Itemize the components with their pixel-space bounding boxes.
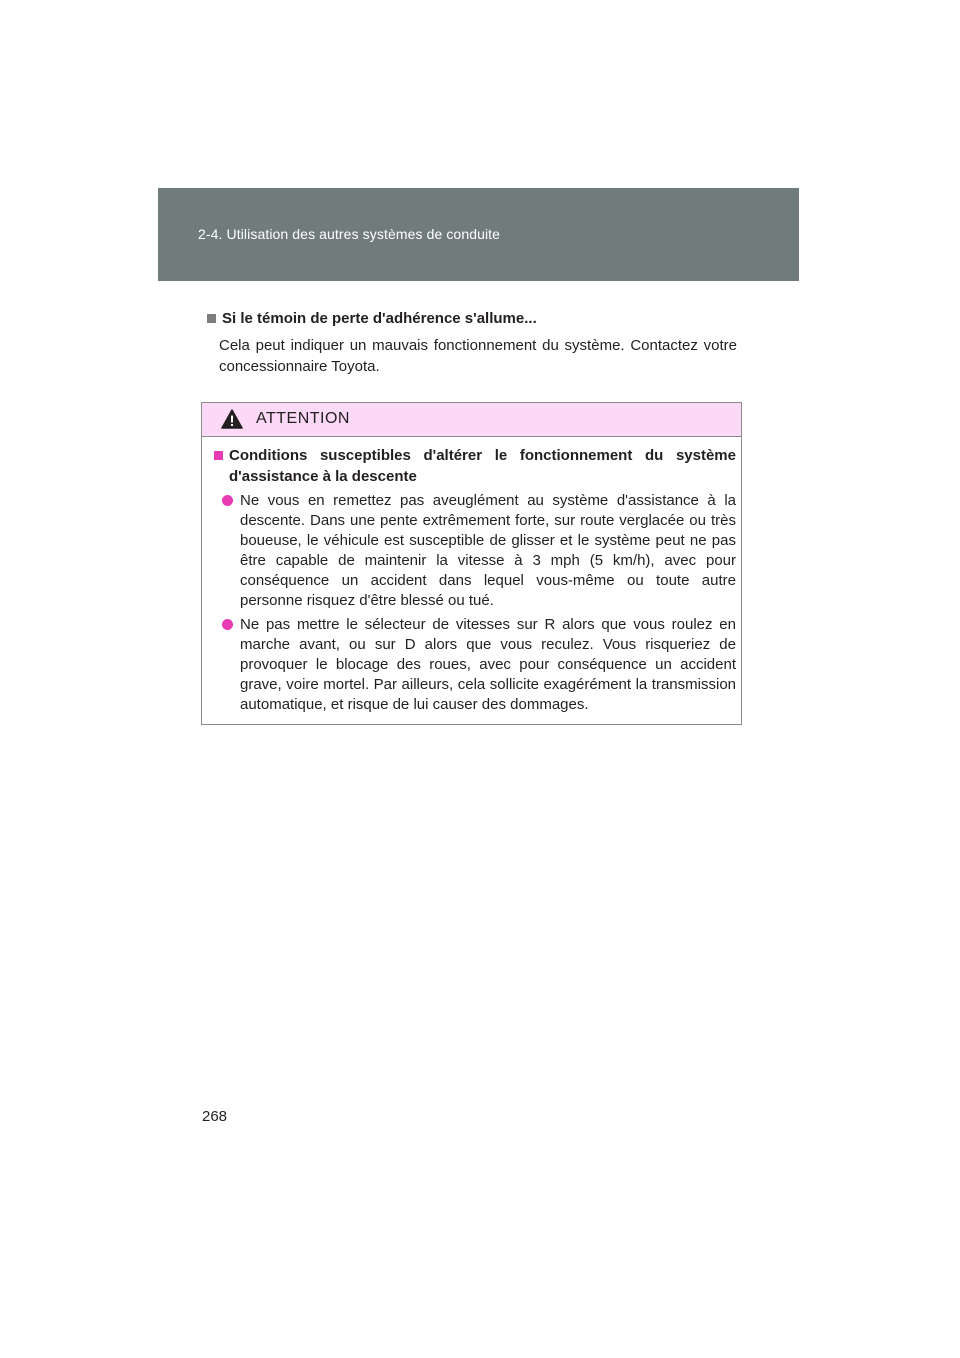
square-bullet-icon	[207, 314, 216, 323]
chapter-title: 2-4. Utilisation des autres systèmes de conduite	[198, 226, 501, 242]
page-number: 268	[202, 1108, 228, 1125]
caution-heading-text: Conditions susceptibles d'altérer le fonctionnement du système d'assistance à la descente	[229, 447, 736, 485]
section-heading-text: Si le témoin de perte d'adhérence s'allume...	[222, 310, 537, 327]
caution-list-item	[214, 615, 736, 715]
caution-label: ATTENTION	[256, 410, 350, 427]
square-bullet-icon	[214, 451, 223, 460]
caution-content	[214, 445, 736, 715]
warning-triangle-icon	[221, 409, 243, 429]
chapter-header-band	[158, 188, 799, 281]
round-bullet-icon	[222, 495, 233, 506]
section-heading	[207, 308, 737, 330]
caution-list-item	[214, 491, 736, 611]
caution-header	[202, 403, 741, 437]
caution-heading	[214, 445, 736, 487]
caution-item-text: Ne vous en remettez pas aveuglément au système d'assistance à la descente. Dans une pente extrêmement forte, sur route verglacée ou très boueuse, le véhicule est susceptible de glisser et le système peut ne pas être capable de maintenir la vitesse à 3 mph (5 km/h), avec pour conséquence un accident dans lequel vous-même ou toute autre personne risquez d'être blessé ou tué.	[240, 492, 736, 609]
round-bullet-icon	[222, 619, 233, 630]
section-body: Cela peut indiquer un mauvais fonctionnement du système. Contactez votre concessionnaire Toyota.	[219, 337, 737, 375]
info-section	[207, 308, 737, 377]
caution-item-text: Ne pas mettre le sélecteur de vitesses sur R alors que vous roulez en marche avant, ou sur D alors que vous reculez. Vous risqueriez de provoquer le blocage des roues, avec pour conséquence un accident grave, voire mortel. Par ailleurs, cela sollicite exagérément la transmission automatique, et risque de lui causer des dommages.	[240, 616, 736, 713]
caution-box	[201, 402, 742, 725]
